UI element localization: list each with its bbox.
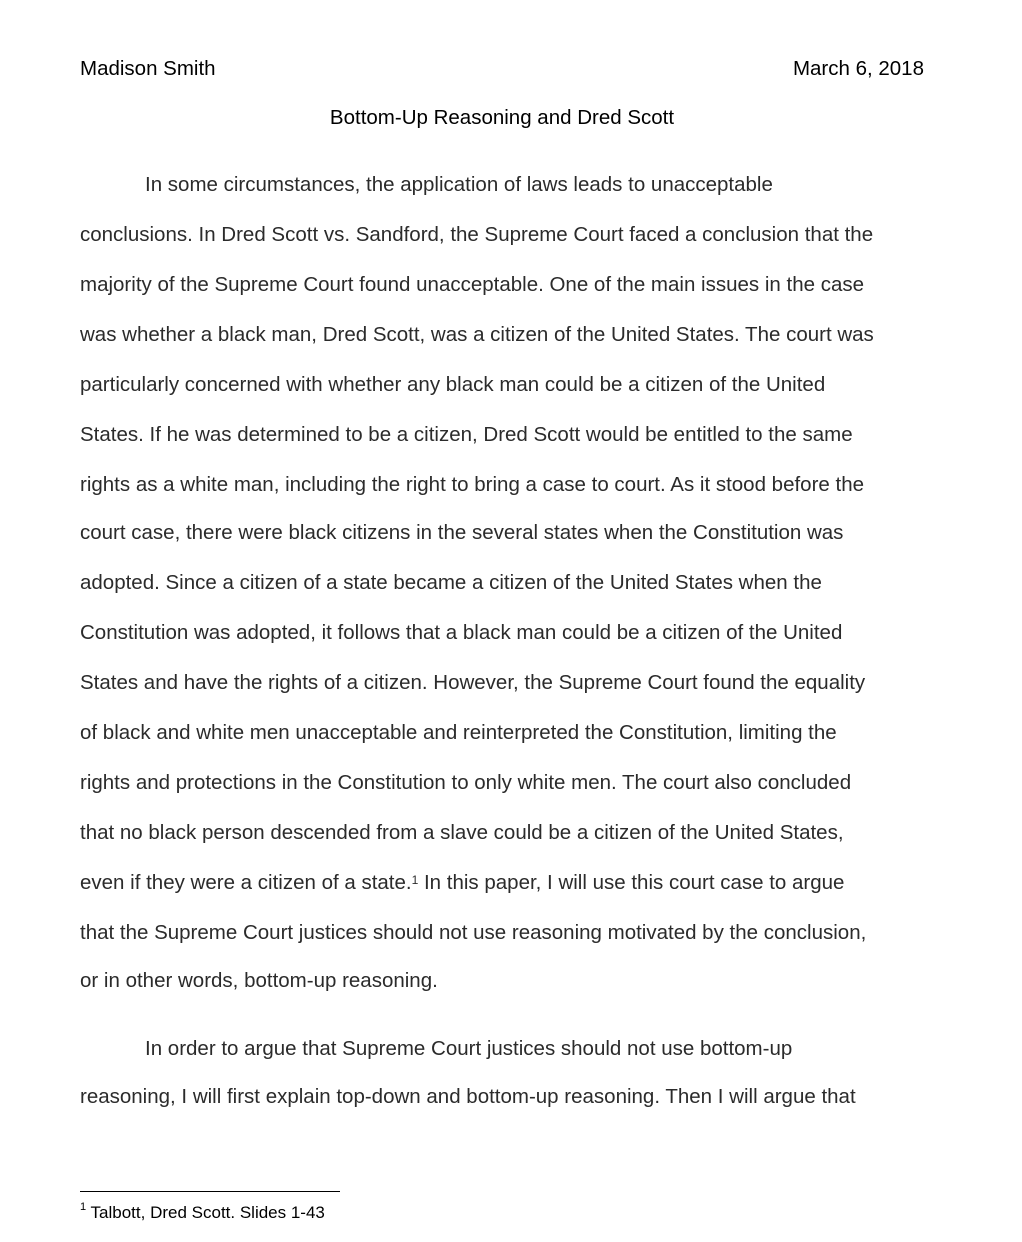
footnote-number: 1 <box>80 1201 87 1213</box>
body-line: particularly concerned with whether any black man could be a citizen of the United <box>80 373 826 396</box>
body-line: In some circumstances, the application of laws leads to unacceptable <box>145 173 773 196</box>
footnote <box>80 1203 325 1223</box>
body-line: conclusions. In Dred Scott vs. Sandford, the Supreme Court faced a conclusion that the <box>80 223 874 246</box>
body-line: or in other words, bottom-up reasoning. <box>80 969 438 992</box>
paper-title: Bottom-Up Reasoning and Dred Scott <box>329 106 675 129</box>
body-line: In order to argue that Supreme Court justices should not use bottom-up <box>145 1037 793 1060</box>
body-line: that the Supreme Court justices should not use reasoning motivated by the conclusion, <box>80 921 867 944</box>
body-line: court case, there were black citizens in the several states when the Constitution was <box>80 521 844 544</box>
body-line: States and have the rights of a citizen. However, the Supreme Court found the equality <box>80 671 866 694</box>
body-line: was whether a black man, Dred Scott, was a citizen of the United States. The court was <box>80 323 874 346</box>
body-line: majority of the Supreme Court found unacceptable. One of the main issues in the case <box>80 273 864 296</box>
body-line: that no black person descended from a slave could be a citizen of the United States, <box>80 821 844 844</box>
body-line: rights as a white man, including the right to bring a case to court. As it stood before the <box>80 473 864 496</box>
document-date: March 6, 2018 <box>792 57 924 80</box>
author-name: Madison Smith <box>80 57 216 80</box>
footnote-text: Talbott, Dred Scott. Slides 1-43 <box>86 1203 325 1222</box>
body-line-with-footnote <box>80 870 844 896</box>
body-line: rights and protections in the Constitution to only white men. The court also concluded <box>80 771 852 794</box>
body-line: Constitution was adopted, it follows that a black man could be a citizen of the United <box>80 621 843 644</box>
body-line-text: In this paper, I will use this court case to argue <box>418 871 845 894</box>
body-line: of black and white men unacceptable and reinterpreted the Constitution, limiting the <box>80 721 837 744</box>
page-header <box>80 57 924 83</box>
body-line: States. If he was determined to be a citizen, Dred Scott would be entitled to the same <box>80 423 853 446</box>
footnote-divider <box>80 1191 340 1192</box>
footnote-reference: 1 <box>411 873 419 887</box>
body-line: reasoning, I will first explain top-down and bottom-up reasoning. Then I will argue that <box>80 1085 856 1108</box>
body-line-text: even if they were a citizen of a state. <box>80 871 412 894</box>
body-line: adopted. Since a citizen of a state became a citizen of the United States when the <box>80 571 822 594</box>
